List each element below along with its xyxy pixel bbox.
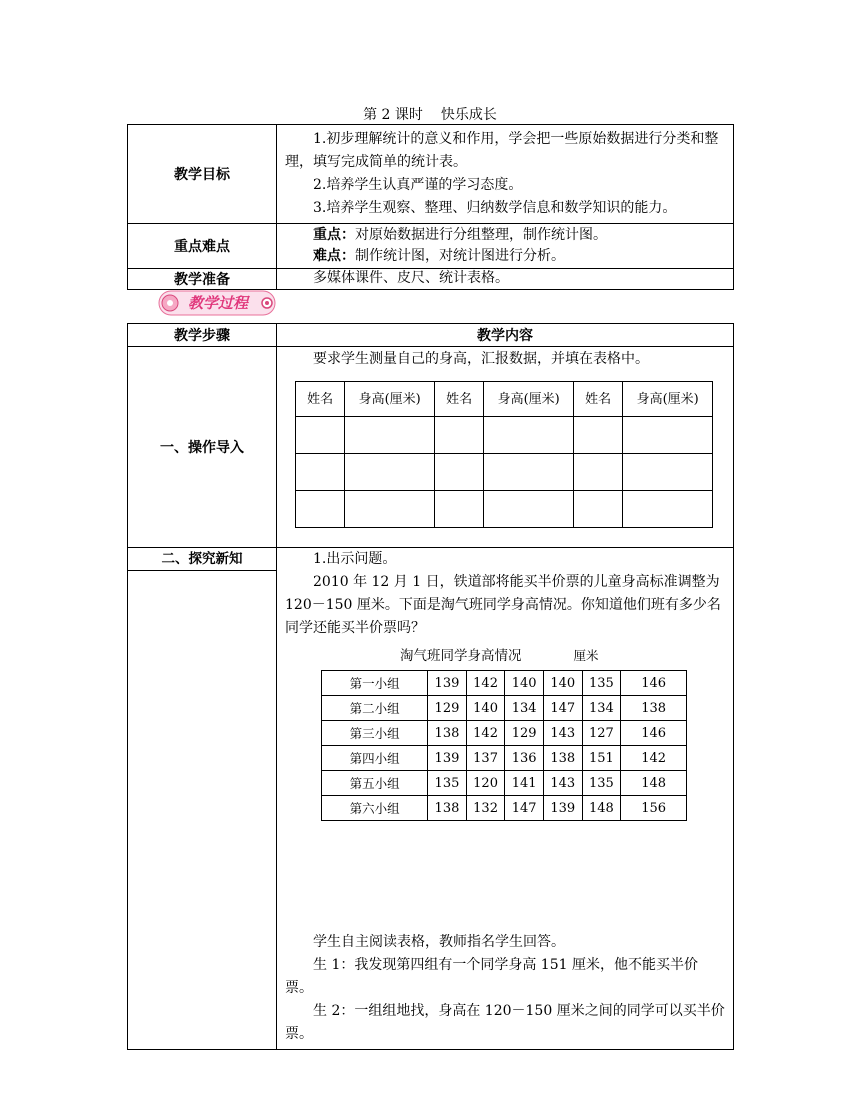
table-row <box>322 746 687 771</box>
empty-cell <box>296 454 345 491</box>
group-name-cell: 第五小组 <box>322 771 428 796</box>
height-value-cell: 127 <box>582 721 621 746</box>
height-value-cell: 147 <box>505 796 544 821</box>
height-value-cell: 134 <box>582 696 621 721</box>
header-name: 姓名 <box>434 382 483 417</box>
step2-p3: 学生自主阅读表格，教师指名学生回答。 <box>313 934 565 950</box>
step-header: 教学步骤 <box>128 324 277 347</box>
height-value-cell: 136 <box>505 746 544 771</box>
step2-content <box>277 548 734 1050</box>
height-value-cell: 135 <box>582 771 621 796</box>
key-point-text: 对原始数据进行分组整理，制作统计图。 <box>355 227 607 243</box>
height-value-cell: 148 <box>621 771 687 796</box>
height-value-cell: 140 <box>505 671 544 696</box>
objective-item: 2.培养学生认真严谨的学习态度。 <box>313 177 523 193</box>
table-unit: 厘米 <box>573 648 599 663</box>
lesson-name: 快乐成长 <box>440 107 497 123</box>
empty-cell <box>296 491 345 528</box>
difficult-point-text: 制作统计图，对统计图进行分析。 <box>355 248 565 264</box>
empty-cell <box>573 454 622 491</box>
empty-cell <box>484 417 574 454</box>
data-table-title <box>400 644 725 668</box>
page-title <box>0 104 860 124</box>
group-name-cell: 第四小组 <box>322 746 428 771</box>
header-name: 姓名 <box>573 382 622 417</box>
preparation-content: 多媒体课件、皮尺、统计表格。 <box>277 269 734 290</box>
step2-p4: 生 1：我发现第四组有一个同学身高 151 厘米，他不能买半价票。 <box>285 957 698 996</box>
empty-cell <box>484 491 574 528</box>
header-name: 姓名 <box>296 382 345 417</box>
height-value-cell: 129 <box>428 696 467 721</box>
step2-label: 二、探究新知 <box>128 548 276 571</box>
empty-cell <box>573 491 622 528</box>
height-value-cell: 138 <box>543 746 582 771</box>
height-value-cell: 120 <box>466 771 505 796</box>
header-height: 身高(厘米) <box>623 382 713 417</box>
height-value-cell: 139 <box>543 796 582 821</box>
table-row <box>322 696 687 721</box>
height-value-cell: 146 <box>621 721 687 746</box>
header-height: 身高(厘米) <box>484 382 574 417</box>
group-name-cell: 第六小组 <box>322 796 428 821</box>
empty-cell <box>434 454 483 491</box>
content-header: 教学内容 <box>277 324 734 347</box>
height-value-cell: 148 <box>582 796 621 821</box>
step2-p5: 生 2：一组组地找，身高在 120－150 厘米之间的同学可以买半价票。 <box>285 1003 725 1042</box>
lesson-number: 第 2 课时 <box>363 107 423 123</box>
empty-cell <box>434 417 483 454</box>
table-row <box>296 454 713 491</box>
key-point-keyword: 重点： <box>313 227 355 243</box>
table-row <box>296 382 713 417</box>
empty-cell <box>434 491 483 528</box>
height-value-cell: 156 <box>621 796 687 821</box>
step2-p2: 2010 年 12 月 1 日，铁道部将能买半价票的儿童身高标准调整为 120－150 厘米。下面是淘气班同学身高情况。你知道他们班有多少名同学还能买半价票吗？ <box>285 574 721 636</box>
key-point-line <box>285 225 725 246</box>
class-height-data-table <box>321 670 687 821</box>
empty-cell <box>623 454 713 491</box>
empty-cell <box>573 417 622 454</box>
step2-p1: 1.出示问题。 <box>313 551 397 567</box>
group-name-cell: 第三小组 <box>322 721 428 746</box>
empty-cell <box>345 454 435 491</box>
height-value-cell: 139 <box>428 671 467 696</box>
step2-label-filler <box>128 571 276 1012</box>
header-height: 身高(厘米) <box>345 382 435 417</box>
table-row <box>322 771 687 796</box>
table-row <box>296 417 713 454</box>
table-row <box>322 671 687 696</box>
height-value-cell: 129 <box>505 721 544 746</box>
height-value-cell: 151 <box>582 746 621 771</box>
difficult-point-line <box>285 246 725 267</box>
height-value-cell: 143 <box>543 721 582 746</box>
height-value-cell: 140 <box>543 671 582 696</box>
step1-intro: 要求学生测量自己的身高，汇报数据，并填在表格中。 <box>313 351 649 367</box>
empty-cell <box>484 454 574 491</box>
height-value-cell: 143 <box>543 771 582 796</box>
table-row <box>296 491 713 528</box>
key-points-label: 重点难点 <box>128 224 277 269</box>
table-row <box>322 796 687 821</box>
group-name-cell: 第一小组 <box>322 671 428 696</box>
table-title-text: 淘气班同学身高情况 <box>400 648 522 664</box>
banner-text: 教学过程 <box>187 294 249 312</box>
difficult-point-keyword: 难点： <box>313 248 355 264</box>
group-name-cell: 第二小组 <box>322 696 428 721</box>
height-value-cell: 134 <box>505 696 544 721</box>
objectives-label: 教学目标 <box>128 125 277 224</box>
empty-cell <box>296 417 345 454</box>
empty-cell <box>345 491 435 528</box>
height-value-cell: 137 <box>466 746 505 771</box>
height-value-cell: 142 <box>621 746 687 771</box>
preparation-label: 教学准备 <box>128 269 277 290</box>
empty-cell <box>623 417 713 454</box>
objective-item: 1.初步理解统计的意义和作用，学会把一些原始数据进行分类和整理，填写完成简单的统计表。 <box>285 131 719 170</box>
height-value-cell: 146 <box>621 671 687 696</box>
height-value-cell: 135 <box>582 671 621 696</box>
objectives-content <box>277 125 734 224</box>
height-entry-table <box>295 381 713 528</box>
table-row <box>322 721 687 746</box>
height-value-cell: 141 <box>505 771 544 796</box>
empty-cell <box>623 491 713 528</box>
height-value-cell: 138 <box>428 721 467 746</box>
height-value-cell: 140 <box>466 696 505 721</box>
step1-content <box>277 347 734 548</box>
height-value-cell: 135 <box>428 771 467 796</box>
key-points-content <box>277 224 734 269</box>
step2-label-cell <box>128 548 277 1050</box>
height-value-cell: 132 <box>466 796 505 821</box>
teaching-process-table <box>127 323 734 1050</box>
empty-cell <box>345 417 435 454</box>
height-value-cell: 139 <box>428 746 467 771</box>
objective-item: 3.培养学生观察、整理、归纳数学信息和数学知识的能力。 <box>313 200 677 216</box>
spacer <box>285 821 725 931</box>
step1-label: 一、操作导入 <box>128 347 277 548</box>
teaching-process-banner <box>158 288 278 318</box>
height-value-cell: 142 <box>466 721 505 746</box>
height-value-cell: 147 <box>543 696 582 721</box>
height-value-cell: 142 <box>466 671 505 696</box>
height-value-cell: 138 <box>428 796 467 821</box>
lesson-overview-table <box>127 124 734 290</box>
height-value-cell: 138 <box>621 696 687 721</box>
